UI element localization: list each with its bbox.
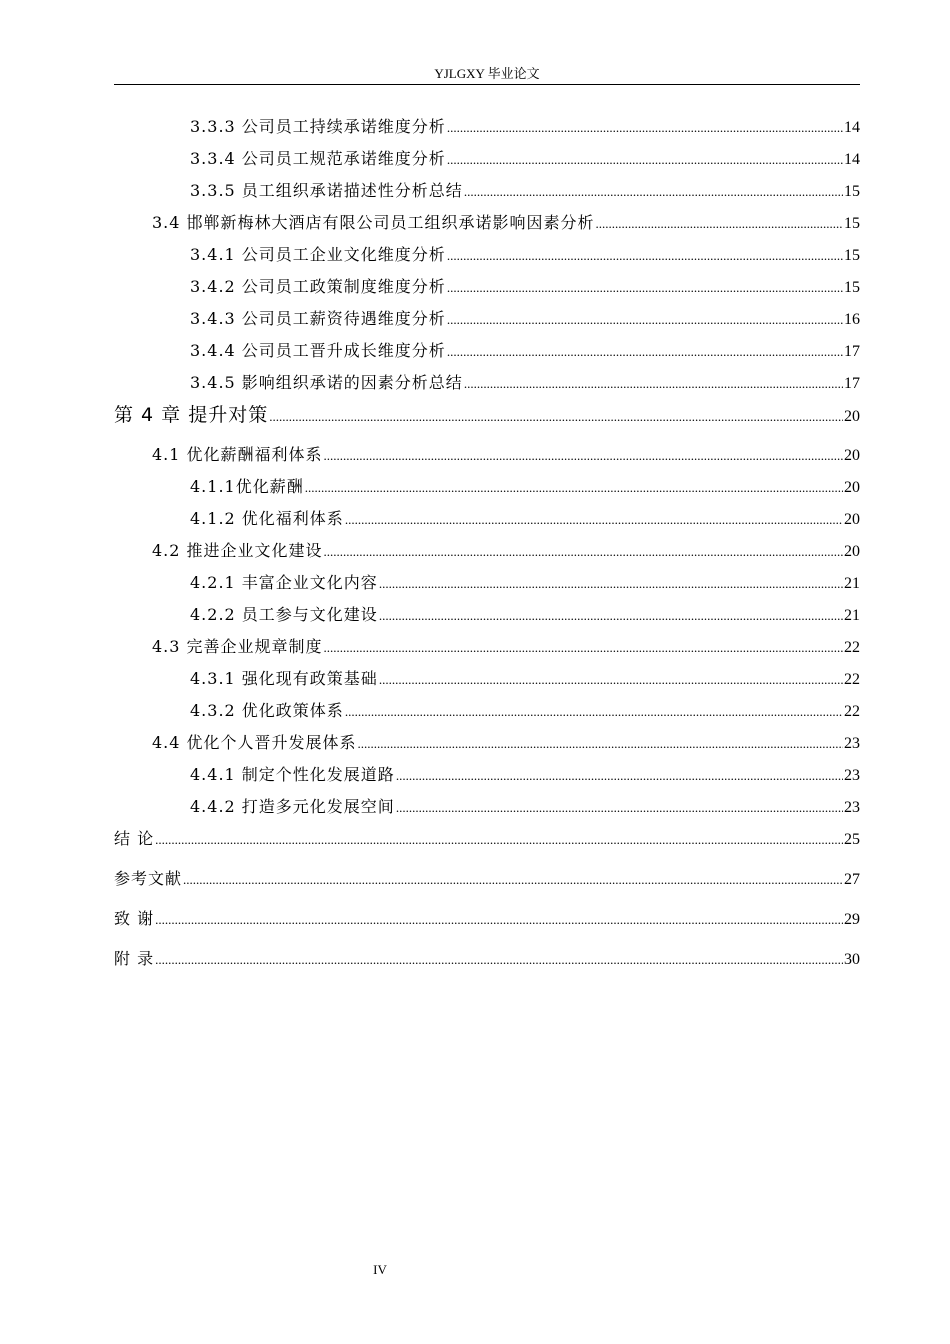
toc-leader-dots bbox=[155, 829, 843, 851]
toc-entry-page: 25 bbox=[844, 831, 860, 848]
toc-entry-page: 30 bbox=[844, 951, 860, 968]
toc-leader-dots bbox=[447, 309, 843, 331]
toc-entry-page: 20 bbox=[844, 447, 860, 464]
toc-entry[interactable] bbox=[114, 948, 860, 971]
toc-entry[interactable] bbox=[114, 276, 860, 299]
toc-entry-page: 20 bbox=[844, 543, 860, 560]
toc-entry[interactable] bbox=[114, 148, 860, 171]
toc-entry[interactable] bbox=[114, 868, 860, 891]
toc-entry[interactable] bbox=[114, 540, 860, 563]
page-header: YJLGXY 毕业论文 bbox=[434, 66, 540, 81]
toc-leader-dots bbox=[155, 949, 843, 971]
toc-entry[interactable] bbox=[114, 700, 860, 723]
toc-entry[interactable] bbox=[114, 444, 860, 467]
toc-leader-dots bbox=[155, 909, 843, 931]
toc-entry[interactable] bbox=[114, 828, 860, 851]
toc-entry-page: 23 bbox=[844, 735, 860, 752]
toc-leader-dots bbox=[183, 869, 843, 891]
toc-entry-label: 3.4.3 公司员工薪资待遇维度分析 bbox=[190, 309, 446, 328]
toc-leader-dots bbox=[358, 733, 843, 755]
toc-leader-dots bbox=[379, 605, 843, 627]
toc-leader-dots bbox=[324, 541, 843, 563]
toc-leader-dots bbox=[324, 637, 843, 659]
toc-entry-label: 3.3.4 公司员工规范承诺维度分析 bbox=[190, 149, 446, 168]
toc-entry-page: 22 bbox=[844, 639, 860, 656]
toc-entry[interactable] bbox=[114, 908, 860, 931]
toc-leader-dots bbox=[396, 797, 843, 819]
toc-leader-dots bbox=[396, 765, 843, 787]
toc-entry-page: 23 bbox=[844, 799, 860, 816]
toc-entry-page: 15 bbox=[844, 183, 860, 200]
toc-entry[interactable] bbox=[114, 116, 860, 139]
toc-entry-page: 14 bbox=[844, 151, 860, 168]
toc-entry-label: 4.1.2 优化福利体系 bbox=[190, 509, 344, 528]
toc-entry[interactable] bbox=[114, 572, 860, 595]
toc-entry[interactable] bbox=[114, 668, 860, 691]
toc-entry-label: 第 4 章 提升对策 bbox=[114, 404, 269, 426]
toc-leader-dots bbox=[379, 669, 843, 691]
toc-leader-dots bbox=[447, 149, 843, 171]
toc-entry[interactable] bbox=[114, 636, 860, 659]
toc-entry-label: 结 论 bbox=[114, 829, 155, 848]
toc-entry-page: 29 bbox=[844, 911, 860, 928]
toc-leader-dots bbox=[464, 181, 843, 203]
toc-entry[interactable] bbox=[114, 308, 860, 331]
toc-leader-dots bbox=[305, 477, 843, 499]
toc-entry-label: 3.3.3 公司员工持续承诺维度分析 bbox=[190, 117, 446, 136]
toc-entry-page: 20 bbox=[844, 479, 860, 496]
toc-entry-label: 4.3.2 优化政策体系 bbox=[190, 701, 344, 720]
toc-entry-label: 4.2 推进企业文化建设 bbox=[152, 541, 323, 560]
toc-entry-page: 27 bbox=[844, 871, 860, 888]
toc-entry[interactable] bbox=[114, 732, 860, 755]
toc-entry[interactable] bbox=[114, 340, 860, 363]
toc-entry[interactable] bbox=[114, 508, 860, 531]
toc-entry-page: 23 bbox=[844, 767, 860, 784]
toc-entry-label: 4.1 优化薪酬福利体系 bbox=[152, 445, 323, 464]
toc-entry-page: 14 bbox=[844, 119, 860, 136]
toc-leader-dots bbox=[345, 701, 843, 723]
toc-entry-label: 致 谢 bbox=[114, 909, 155, 928]
toc-entry-page: 17 bbox=[844, 343, 860, 360]
toc-entry[interactable] bbox=[114, 604, 860, 627]
toc-leader-dots bbox=[447, 277, 843, 299]
toc-entry[interactable] bbox=[114, 372, 860, 395]
toc-entry-label: 附 录 bbox=[114, 949, 155, 968]
toc-leader-dots bbox=[464, 373, 843, 395]
toc-entry-page: 20 bbox=[844, 408, 860, 425]
toc-entry-page: 20 bbox=[844, 511, 860, 528]
toc-entry-label: 3.4.5 影响组织承诺的因素分析总结 bbox=[190, 373, 463, 392]
toc-entry-label: 4.3.1 强化现有政策基础 bbox=[190, 669, 378, 688]
toc-entry-label: 4.1.1优化薪酬 bbox=[190, 477, 304, 496]
toc-leader-dots bbox=[269, 406, 843, 428]
toc-entry-label: 3.4.4 公司员工晋升成长维度分析 bbox=[190, 341, 446, 360]
toc-entry-page: 17 bbox=[844, 375, 860, 392]
toc-leader-dots bbox=[379, 573, 843, 595]
header-rule bbox=[114, 84, 860, 85]
page-number: IV bbox=[373, 1262, 387, 1277]
toc-entry-label: 4.4 优化个人晋升发展体系 bbox=[152, 733, 357, 752]
toc-entry-label: 3.4.1 公司员工企业文化维度分析 bbox=[190, 245, 446, 264]
toc-entry-page: 15 bbox=[844, 279, 860, 296]
toc-leader-dots bbox=[447, 245, 843, 267]
toc-entry[interactable] bbox=[114, 796, 860, 819]
toc-leader-dots bbox=[596, 213, 843, 235]
toc-entry-label: 4.4.1 制定个性化发展道路 bbox=[190, 765, 395, 784]
toc-entry-label: 3.3.5 员工组织承诺描述性分析总结 bbox=[190, 181, 463, 200]
toc-entry-label: 4.3 完善企业规章制度 bbox=[152, 637, 323, 656]
toc-entry-page: 21 bbox=[844, 607, 860, 624]
toc-entry-page: 15 bbox=[844, 247, 860, 264]
toc-entry-label: 3.4.2 公司员工政策制度维度分析 bbox=[190, 277, 446, 296]
toc-entry[interactable] bbox=[114, 764, 860, 787]
toc-entry-label: 3.4 邯郸新梅林大酒店有限公司员工组织承诺影响因素分析 bbox=[152, 213, 595, 232]
toc-entry-page: 21 bbox=[844, 575, 860, 592]
toc-entry[interactable] bbox=[114, 476, 860, 499]
toc-leader-dots bbox=[447, 117, 843, 139]
toc-entry-page: 15 bbox=[844, 215, 860, 232]
toc-leader-dots bbox=[345, 509, 843, 531]
toc-entry-label: 4.2.1 丰富企业文化内容 bbox=[190, 573, 378, 592]
toc-entry-page: 16 bbox=[844, 311, 860, 328]
toc-entry[interactable] bbox=[114, 404, 860, 428]
toc-leader-dots bbox=[447, 341, 843, 363]
toc-leader-dots bbox=[324, 445, 843, 467]
toc-entry-label: 4.4.2 打造多元化发展空间 bbox=[190, 797, 395, 816]
toc-entry-label: 参考文献 bbox=[114, 869, 183, 888]
toc-entry-page: 22 bbox=[844, 671, 860, 688]
toc-entry[interactable] bbox=[114, 212, 860, 235]
toc-entry[interactable] bbox=[114, 244, 860, 267]
toc-entry-page: 22 bbox=[844, 703, 860, 720]
toc-entry-label: 4.2.2 员工参与文化建设 bbox=[190, 605, 378, 624]
toc-entry[interactable] bbox=[114, 180, 860, 203]
